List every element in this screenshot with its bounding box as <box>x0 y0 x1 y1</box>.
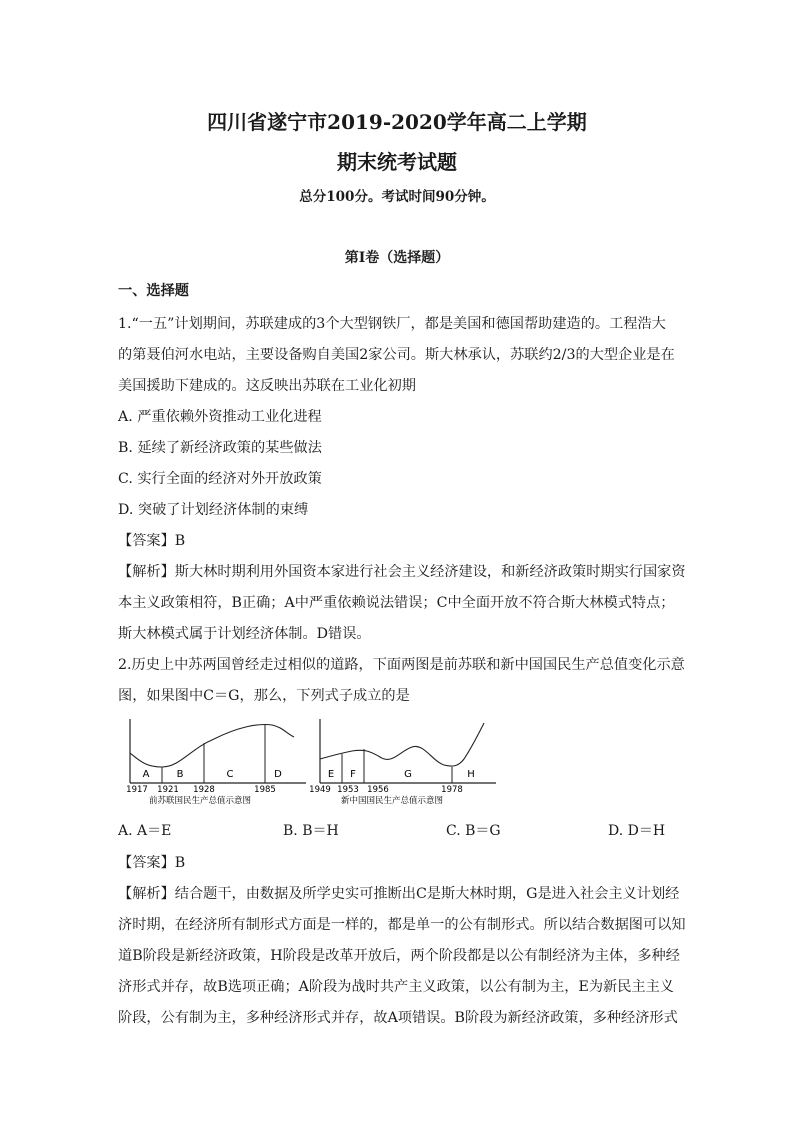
exam-subtitle: 期末统考试题 <box>337 150 457 174</box>
soviet-segment-c: C <box>226 769 234 780</box>
q2-analysis-line: 济形式并存，故B选项正确；A阶段为战时共产主义政策，以公有制为主，E为新民主主义 <box>118 979 674 995</box>
china-segment-e: E <box>327 769 335 780</box>
soviet-year-1928: 1928 <box>193 785 215 795</box>
exam-info: 总分100分。考试时间90分钟。 <box>299 189 495 205</box>
q2-analysis-line: 济时期，在经济所有制形式方面是一样的，都是单一的公有制形式。所以结合数据图可以知 <box>118 917 686 933</box>
soviet-figure-caption: 前苏联国民生产总值示意图 <box>148 796 252 806</box>
q2-option-c: C. B＝G <box>446 823 501 839</box>
soviet-year-1917: 1917 <box>126 785 148 795</box>
q1-option-c: C. 实行全面的经济对外开放政策 <box>118 471 322 487</box>
soviet-year-1921: 1921 <box>157 785 179 795</box>
q2-analysis-line: 道B阶段是新经济政策，H阶段是改革开放后，两个阶段都是以公有制经济为主体，多种经 <box>118 948 680 964</box>
china-gnp-curve <box>320 723 484 766</box>
q1-stem-line: 1.“一五”计划期间，苏联建成的3个大型钢铁厂，都是美国和德国帮助建造的。工程浩大 <box>118 316 666 332</box>
soviet-gnp-curve <box>130 725 294 767</box>
soviet-segment-d: D <box>274 769 282 780</box>
soviet-gnp-figure <box>118 715 308 807</box>
q2-analysis-line: 阶段，公有制为主，多种经济形式并存，故A项错误。B阶段为新经济政策，多种经济形式 <box>118 1010 678 1026</box>
soviet-segment-b: B <box>176 769 184 780</box>
q2-answer: 【答案】B <box>118 855 186 871</box>
china-segment-f: F <box>350 769 356 780</box>
section-heading: 一、选择题 <box>118 283 189 299</box>
q2-option-d: D. D＝H <box>608 823 666 839</box>
china-year-1978: 1978 <box>441 785 463 795</box>
q1-analysis-line: 本主义政策相符，B正确；A中严重依赖说法错误；C中全面开放不符合斯大林模式特点； <box>118 595 675 611</box>
china-segment-h: H <box>467 769 475 780</box>
china-year-1949: 1949 <box>309 785 331 795</box>
q1-stem-line: 美国援助下建成的。这反映出苏联在工业化初期 <box>118 378 416 394</box>
q2-option-b: B. B＝H <box>283 823 339 839</box>
q1-option-b: B. 延续了新经济政策的某些做法 <box>118 440 322 456</box>
q2-analysis-line: 【解析】结合题干，由数据及所学史实可推断出C是斯大林时期，G是进入社会主义计划经 <box>118 886 680 902</box>
china-figure-caption: 新中国国民生产总值示意图 <box>340 796 444 806</box>
q1-stem-line: 的第聂伯河水电站，主要设备购自美国2家公司。斯大林承认，苏联约2/3的大型企业是在 <box>118 347 675 363</box>
soviet-year-1985: 1985 <box>254 785 276 795</box>
exam-title: 四川省遂宁市2019-2020学年高二上学期 <box>207 110 587 134</box>
china-gnp-figure <box>308 715 498 807</box>
q1-answer: 【答案】B <box>118 533 186 549</box>
q1-option-d: D. 突破了计划经济体制的束缚 <box>118 502 309 518</box>
volume-heading: 第Ⅰ卷（选择题） <box>344 250 450 266</box>
china-segment-g: G <box>404 769 412 780</box>
china-year-1956: 1956 <box>367 785 389 795</box>
soviet-segment-a: A <box>142 769 150 780</box>
q2-stem-line: 2.历史上中苏两国曾经走过相似的道路，下面两图是前苏联和新中国国民生产总值变化示意 <box>118 657 685 673</box>
q1-analysis-line: 斯大林模式属于计划经济体制。D错误。 <box>118 626 371 642</box>
q1-option-a: A. 严重依赖外资推动工业化进程 <box>118 409 322 425</box>
china-year-1953: 1953 <box>337 785 359 795</box>
q2-option-a: A. A＝E <box>118 823 172 839</box>
q1-analysis-line: 【解析】斯大林时期利用外国资本家进行社会主义经济建设，和新经济政策时期实行国家资 <box>118 564 686 580</box>
q2-stem-line: 图，如果图中C＝G，那么，下列式子成立的是 <box>118 688 410 704</box>
